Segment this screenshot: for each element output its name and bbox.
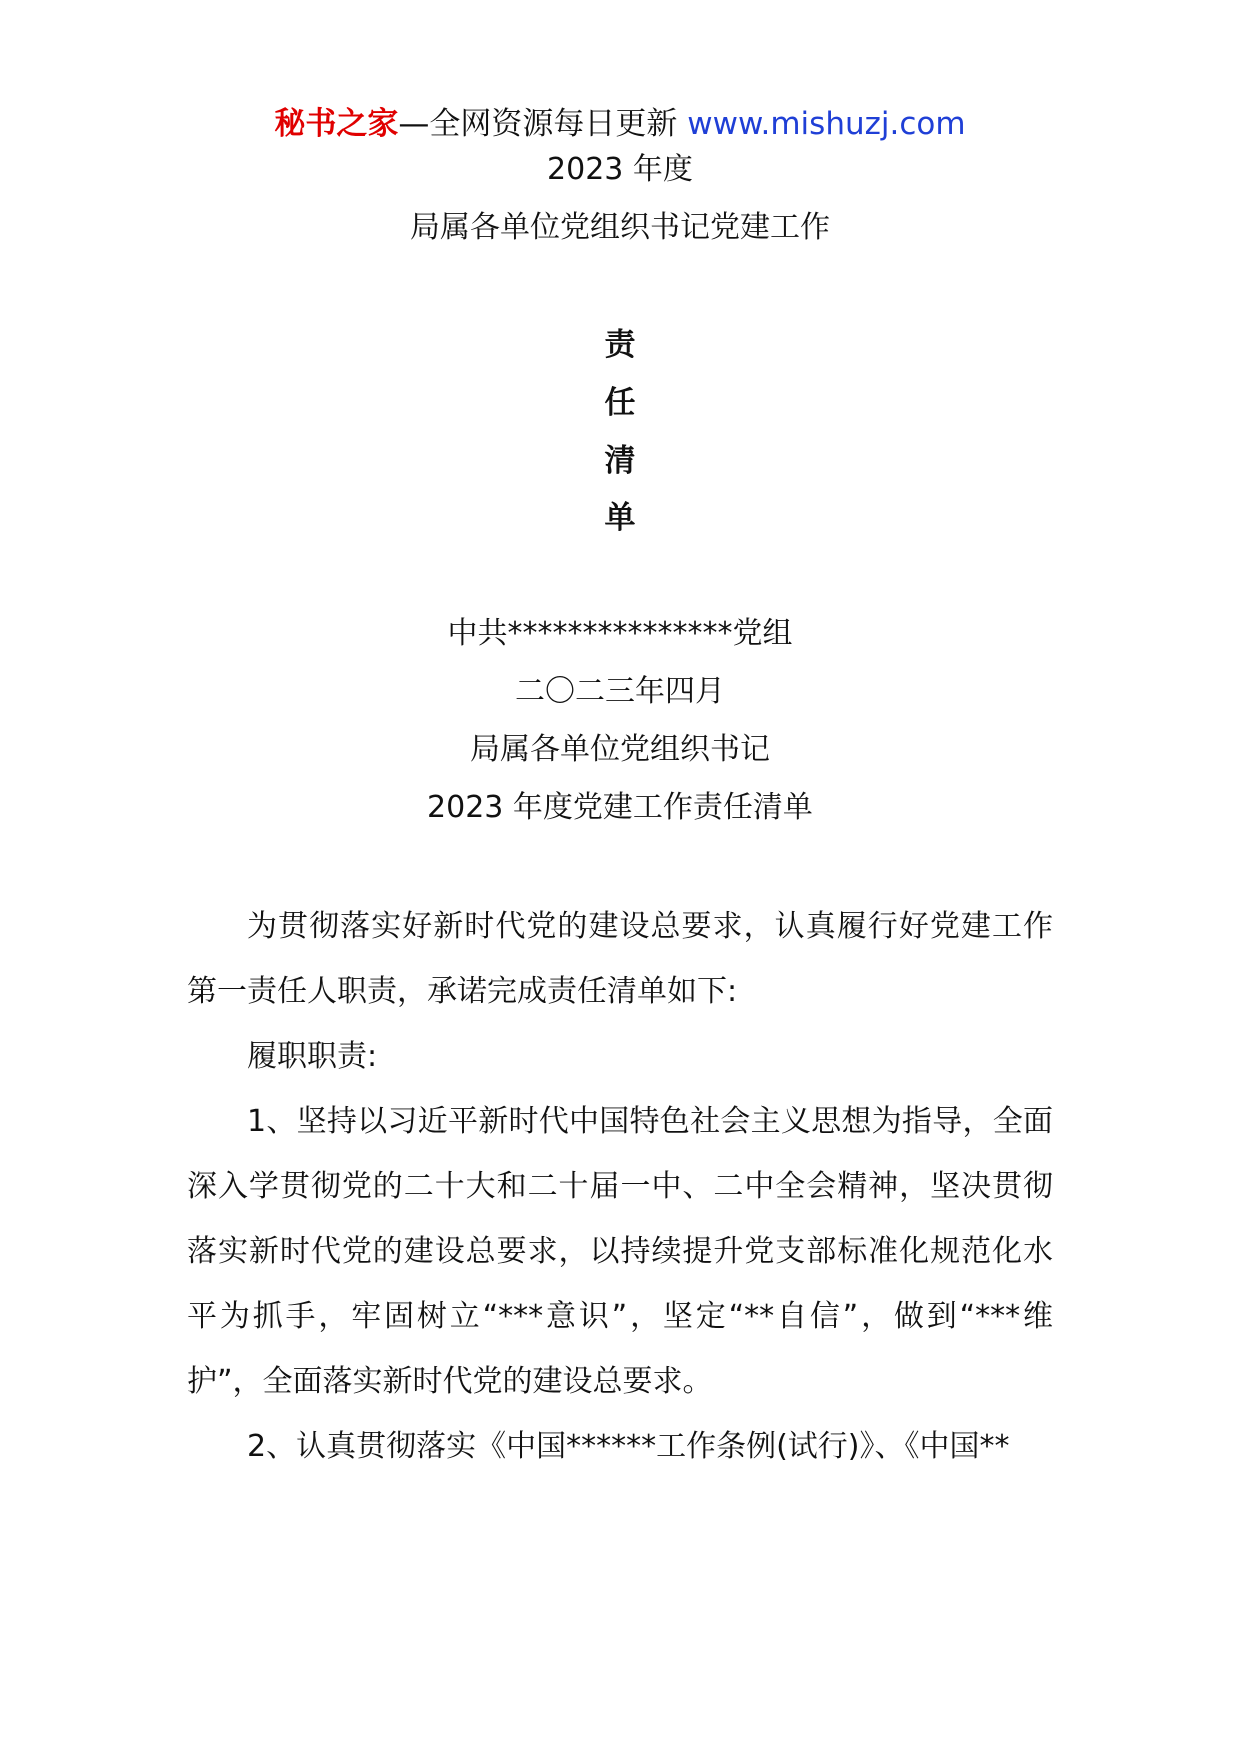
header-url-link[interactable]: www.mishuzj.com [687, 106, 966, 142]
cover-title-char-3: 清 [604, 443, 636, 479]
cover-title-char-2: 任 [604, 385, 636, 421]
cover-subtitle: 局属各单位党组织书记党建工作 [410, 210, 830, 245]
cover-year-line: 2023 年度 [547, 152, 693, 187]
watermark-header [0, 104, 1240, 144]
cover-date: 二〇二三年四月 [515, 674, 725, 709]
cover-title-char-4: 单 [604, 500, 636, 536]
brand-name: 秘书之家 [274, 106, 399, 142]
duty-item-2: 2、认真贯彻落实《中国******工作条例(试行)》、《中国** [247, 1429, 1010, 1464]
cover-title-char-1: 责 [604, 327, 636, 363]
doc-title-line-1: 局属各单位党组织书记 [470, 732, 770, 767]
cover-issuer: 中共***************党组 [447, 616, 793, 651]
intro-paragraph: 为贯彻落实好新时代党的建设总要求，认真履行好党建工作第一责任人职责，承诺完成责任清单如下: [187, 909, 1053, 1009]
header-slogan: —全网资源每日更新 [398, 106, 688, 142]
duties-heading: 履职职责: [247, 1039, 378, 1074]
document-body [187, 894, 1053, 1479]
duty-item-1: 1、坚持以习近平新时代中国特色社会主义思想为指导，全面深入学贯彻党的二十大和二十届一中、二中全会精神，坚决贯彻落实新时代党的建设总要求，以持续提升党支部标准化规范化水平为抓手，牢固树立“***意识”，坚定“**自信”，做到“***维护”，全面落实新时代党的建设总要求。 [187, 1104, 1053, 1399]
doc-title-line-2: 2023 年度党建工作责任清单 [427, 790, 813, 825]
